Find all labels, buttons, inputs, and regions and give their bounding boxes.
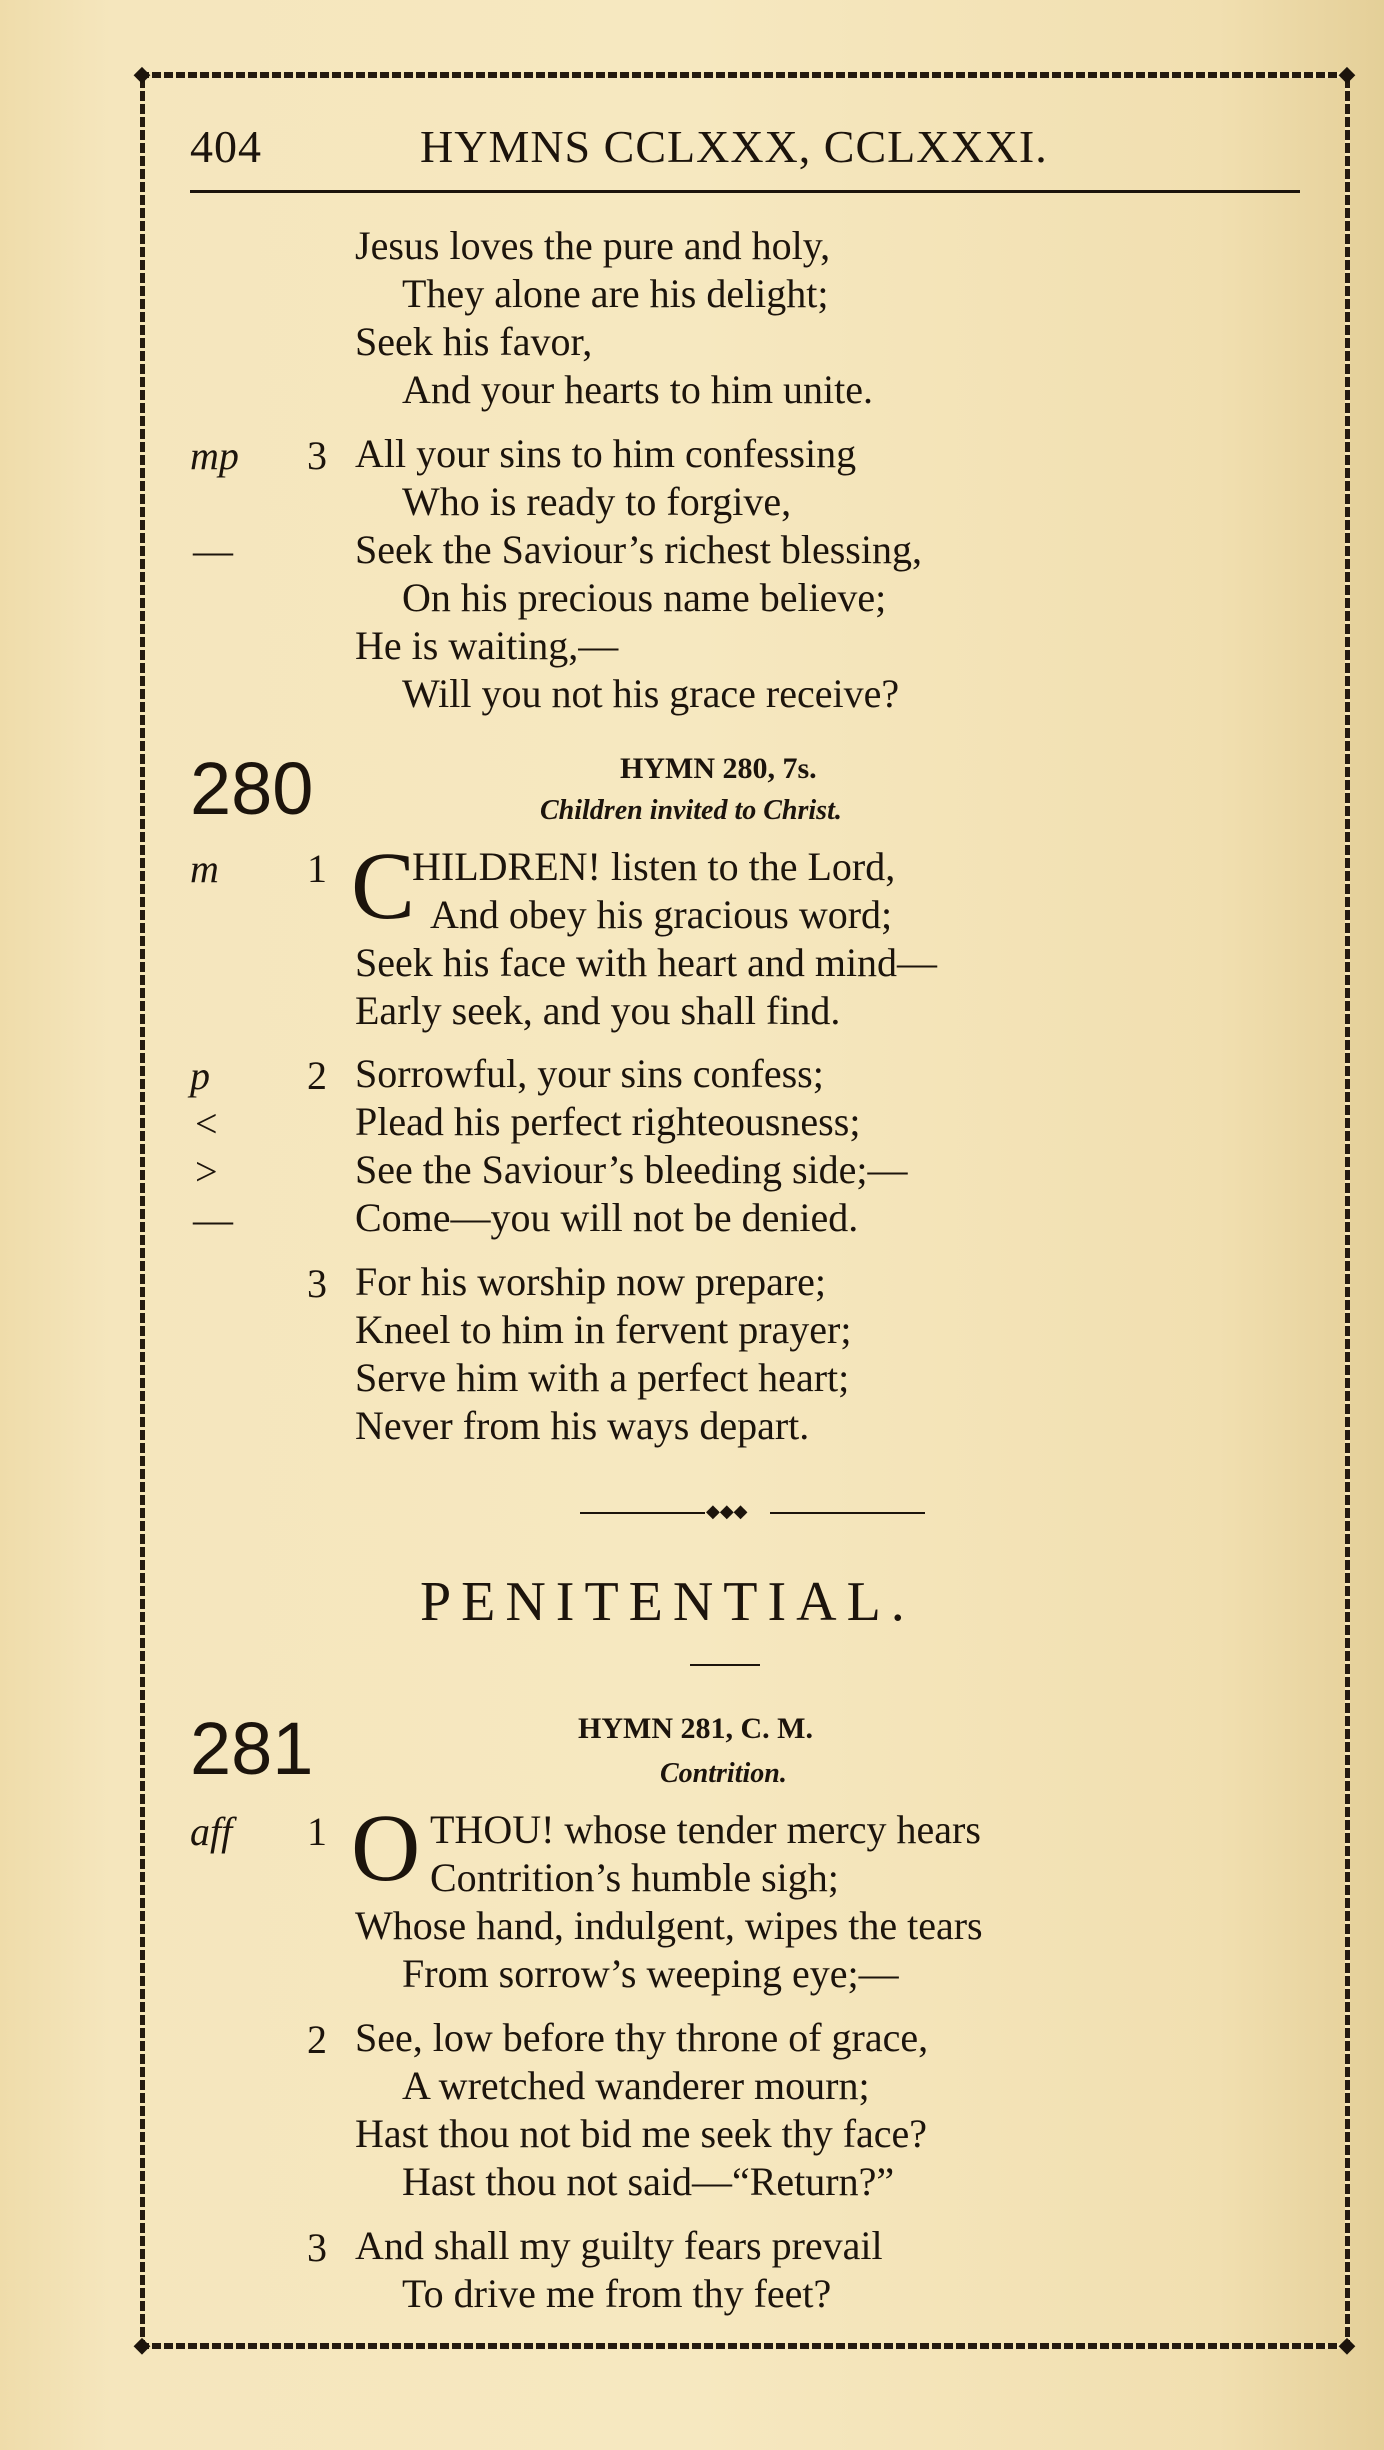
verse-line: On his precious name believe; <box>402 575 887 620</box>
corner-ornament: ◆ <box>1338 2333 1356 2358</box>
verse-line: From sorrow’s weeping eye;— <box>402 1951 899 1996</box>
dynamic-mark: p <box>190 1053 210 1098</box>
top-border <box>140 72 1340 78</box>
corner-ornament: ◆ <box>1338 62 1356 87</box>
hymn-number: 281 <box>190 1707 314 1790</box>
bottom-border <box>140 2343 1340 2349</box>
hymn-subtitle: Children invited to Christ. <box>540 795 842 826</box>
dynamic-mark: aff <box>190 1809 233 1854</box>
verse-line: THOU! whose tender mercy hears <box>430 1807 981 1852</box>
corner-ornament: ◆ <box>133 62 151 87</box>
ornament-rule-left <box>580 1512 705 1514</box>
verse-line: Never from his ways depart. <box>355 1403 810 1448</box>
verse-line: Who is ready to forgive, <box>402 479 792 524</box>
dynamic-mark: < <box>195 1101 218 1146</box>
verse-line: Sorrowful, your sins confess; <box>355 1051 824 1096</box>
verse-line: Hast thou not said—“Return?” <box>402 2159 895 2204</box>
verse-line: Hast thou not bid me seek thy face? <box>355 2111 928 2156</box>
right-border <box>1345 78 1350 2343</box>
dynamic-mark: m <box>190 846 219 891</box>
section-rule <box>690 1664 760 1666</box>
hymn-title: HYMN 281, C. M. <box>578 1712 813 1745</box>
drop-cap: C <box>351 832 416 939</box>
verse-line: Whose hand, indulgent, wipes the tears <box>355 1903 983 1948</box>
page-number: 404 <box>190 121 262 172</box>
verse-number: 2 <box>307 1053 327 1098</box>
verse-line: See the Saviour’s bleeding side;— <box>355 1147 908 1192</box>
verse-line: And your hearts to him unite. <box>402 367 874 412</box>
verse-line: Serve him with a perfect heart; <box>355 1355 850 1400</box>
verse-line: To drive me from thy feet? <box>402 2271 832 2316</box>
hymn-subtitle: Contrition. <box>660 1758 787 1789</box>
verse-line: HILDREN! listen to the Lord, <box>412 844 896 889</box>
verse-line: And shall my guilty fears prevail <box>355 2223 883 2268</box>
ornament-diamonds: ◆◆◆ <box>706 1501 748 1522</box>
dynamic-mark: > <box>195 1149 218 1194</box>
verse-line: Contrition’s humble sigh; <box>430 1855 839 1900</box>
verse-number: 3 <box>307 433 327 478</box>
verse-line: All your sins to him confessing <box>355 431 857 476</box>
verse-line: He is waiting,— <box>355 623 619 668</box>
verse-line: And obey his gracious word; <box>430 892 893 937</box>
verse-number: 3 <box>307 2225 327 2270</box>
drop-cap: O <box>351 1794 421 1901</box>
verse-line: Jesus loves the pure and holy, <box>355 223 831 268</box>
verse-number: 1 <box>307 1809 327 1854</box>
verse-line: Seek his favor, <box>355 319 593 364</box>
verse-number: 2 <box>307 2017 327 2062</box>
verse-line: Seek the Saviour’s richest blessing, <box>355 527 922 572</box>
corner-ornament: ◆ <box>133 2333 151 2358</box>
hymn-title: HYMN 280, 7s. <box>620 752 817 785</box>
verse-line: A wretched wanderer mourn; <box>402 2063 870 2108</box>
verse-line: They alone are his delight; <box>402 271 829 316</box>
verse-number: 3 <box>307 1261 327 1306</box>
verse-line: Kneel to him in fervent prayer; <box>355 1307 852 1352</box>
verse-line: Come—you will not be denied. <box>355 1195 859 1240</box>
verse-number: 1 <box>307 846 327 891</box>
verse-line: See, low before thy throne of grace, <box>355 2015 929 2060</box>
verse-line: Early seek, and you shall find. <box>355 988 841 1033</box>
ornament-rule-right <box>770 1512 925 1514</box>
section-title: PENITENTIAL. <box>420 1571 915 1633</box>
header-rule <box>190 190 1300 193</box>
verse-line: Plead his perfect righteousness; <box>355 1099 861 1144</box>
dynamic-mark: mp <box>190 433 239 478</box>
verse-line: For his worship now prepare; <box>355 1259 827 1304</box>
page-title: HYMNS CCLXXX, CCLXXXI. <box>420 121 1048 172</box>
hymn-number: 280 <box>190 747 314 830</box>
dynamic-mark: — <box>193 1197 233 1242</box>
dynamic-mark: — <box>193 528 233 573</box>
left-border <box>140 78 145 2343</box>
verse-line: Will you not his grace receive? <box>402 671 900 716</box>
verse-line: Seek his face with heart and mind— <box>355 940 938 985</box>
